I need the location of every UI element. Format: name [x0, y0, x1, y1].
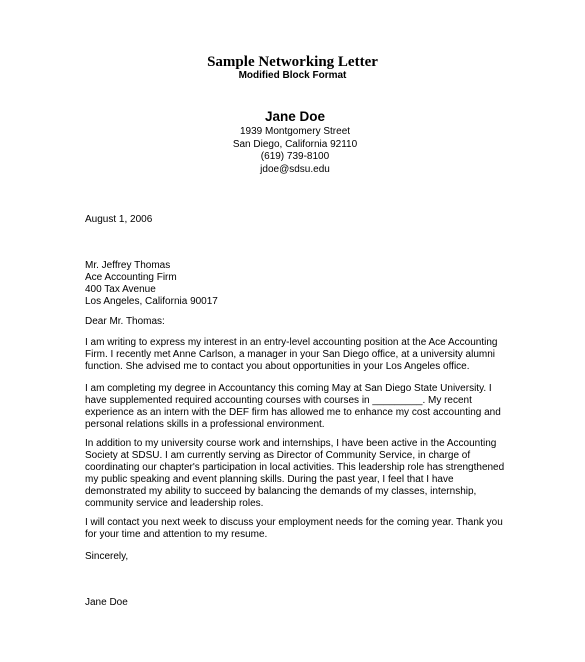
paragraph-line: I am completing my degree in Accountancy this coming May at San Diego State University. I	[85, 383, 492, 394]
salutation-text: Dear Mr. Thomas:	[85, 316, 165, 327]
paragraph-line: for your time and attention to my resume.	[85, 529, 268, 540]
paragraph-line: experience as an intern with the DEF firm has allowed me to enhance my cost accounting and	[85, 407, 501, 418]
recipient-line: Los Angeles, California 90017	[85, 296, 218, 307]
sender-city: San Diego, California 92110	[232, 138, 358, 150]
document-subtitle: Modified Block Format	[238, 70, 347, 81]
signature	[85, 597, 128, 609]
paragraph-line: community service and leadership roles.	[85, 498, 264, 509]
recipient-block	[85, 260, 218, 308]
recipient-line: 400 Tax Avenue	[85, 284, 156, 295]
paragraph-line: function. She advised me to contact you about opportunities in your Los Angeles office.	[85, 361, 470, 372]
paragraph-4	[85, 517, 503, 541]
paragraph-line: Society at SDSU. I am currently serving as Director of Community Service, in charge of	[85, 450, 471, 461]
paragraph-line: In addition to my university course work and internships, I have been active in the Accounting	[85, 438, 497, 449]
paragraph-line: I am writing to express my interest in an entry-level accounting position at the Ace Accounting	[85, 337, 498, 348]
sender-name: Jane Doe	[264, 109, 326, 124]
signature-name: Jane Doe	[85, 597, 128, 608]
paragraph-line: have supplemented required accounting courses with courses in _________. My recent	[85, 395, 472, 406]
document-title: Sample Networking Letter	[207, 54, 378, 70]
recipient-line: Ace Accounting Firm	[85, 272, 177, 283]
paragraph-line: demonstrated my ability to succeed by balancing the demands of my classes, internship,	[85, 486, 477, 497]
closing-text: Sincerely,	[85, 551, 129, 562]
sender-block	[230, 108, 360, 176]
salutation	[85, 316, 165, 328]
paragraph-line: personal relations skills in a professional environment.	[85, 419, 325, 430]
paragraph-line: my public speaking and event planning skills. During the past year, I feel that I have	[85, 474, 454, 485]
paragraph-line: coordinating our chapter's participation in local activities. This leadership role has strengthened	[85, 462, 505, 473]
sender-phone: (619) 739-8100	[260, 151, 330, 162]
date-text: August 1, 2006	[85, 214, 153, 225]
recipient-line: Mr. Jeffrey Thomas	[85, 260, 171, 271]
paragraph-line: I will contact you next week to discuss your employment needs for the coming year. Thank you	[85, 517, 503, 528]
paragraph-2	[85, 383, 501, 431]
sender-street: 1939 Montgomery Street	[239, 126, 351, 137]
closing	[85, 551, 128, 563]
paragraph-1	[85, 337, 497, 373]
paragraph-line: Firm. I recently met Anne Carlson, a manager in your San Diego office, at a university alumni	[85, 349, 496, 360]
paragraph-3	[85, 438, 504, 510]
letter-date	[85, 214, 152, 226]
sender-email: jdoe@sdsu.edu	[260, 163, 330, 175]
